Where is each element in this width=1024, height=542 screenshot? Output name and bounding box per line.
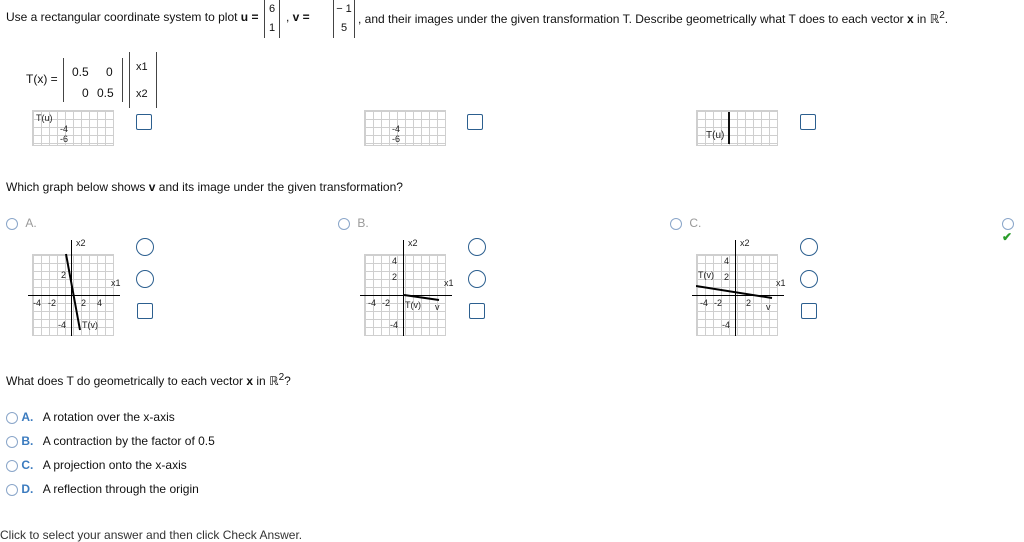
suffix-text: , and their images under the given transformation T. Describe geometrically what T does to each vector [358, 12, 904, 26]
graph-c-tick: 4 [724, 256, 730, 266]
graph-c-vector [696, 286, 772, 298]
zoom-out-icon[interactable] [800, 270, 818, 288]
end-dot: . [944, 12, 949, 26]
graph-b-vector [404, 295, 439, 300]
q2-text [6, 372, 291, 388]
m11: 0.5 [72, 65, 89, 79]
graph-c-tick: -4 [700, 298, 709, 308]
graph-a-tick: -4 [58, 320, 67, 330]
radio-c[interactable] [670, 218, 682, 230]
option-a[interactable] [6, 216, 37, 230]
top-graph-a-label: T(u) [36, 113, 53, 123]
graph-a-vectors [32, 240, 122, 340]
option-b[interactable] [338, 216, 369, 230]
graph-b-x-label: x1 [444, 278, 454, 288]
graph-b-y-label: x2 [408, 238, 418, 248]
answer-letter-a: A. [21, 410, 34, 424]
answer-radio-b[interactable] [6, 436, 18, 448]
open-graph-icon[interactable] [136, 114, 152, 130]
answer-text-b: A contraction by the factor of 0.5 [42, 434, 215, 448]
x-vector [129, 52, 157, 108]
graph-b-vectors [364, 240, 454, 340]
answer-d[interactable] [6, 482, 199, 496]
question-prefix: Use a rectangular coordinate system to plot [6, 10, 238, 24]
q2-exp: 2 [278, 372, 285, 383]
v-entry-1: − 1 [336, 3, 352, 15]
answer-text-c: A projection onto the x-axis [42, 458, 187, 472]
graph-c-vectors [696, 240, 786, 340]
answer-radio-d[interactable] [6, 484, 18, 496]
option-b-letter: B. [357, 216, 369, 230]
q2-x: x [246, 374, 254, 388]
graph-c-y-label: x2 [740, 238, 750, 248]
transform-matrix [63, 58, 123, 102]
graph-c-tick: -4 [722, 320, 731, 330]
m12: 0 [106, 65, 113, 79]
graph-c-x-label: x1 [776, 278, 786, 288]
open-graph-icon[interactable] [800, 114, 816, 130]
v-label-text: v = [292, 10, 310, 24]
zoom-in-icon[interactable] [468, 238, 486, 256]
top-c-vector [728, 112, 730, 144]
graph-b-tick: 4 [392, 256, 398, 266]
answer-c[interactable] [6, 458, 187, 472]
top-a-tick2: -6 [60, 134, 69, 144]
m22: 0.5 [97, 86, 114, 100]
zoom-in-icon[interactable] [136, 238, 154, 256]
graph-c-tick: 2 [746, 298, 752, 308]
x-bold: x [906, 12, 914, 26]
answer-letter-d: D. [21, 482, 34, 496]
zoom-out-icon[interactable] [468, 270, 486, 288]
v-label: , v = [286, 10, 310, 24]
question-suffix [358, 10, 948, 26]
option-c-letter: C. [689, 216, 702, 230]
footer-text: Click to select your answer and then click Check Answer. [0, 528, 303, 542]
answer-text-a: A rotation over the x-axis [42, 410, 175, 424]
u-label: u = [240, 10, 259, 24]
zoom-in-icon[interactable] [800, 238, 818, 256]
graph-b-tv-label: T(v) [405, 300, 421, 310]
radio-a[interactable] [6, 218, 18, 230]
question-text [6, 10, 258, 24]
graph-c-v-label: v [766, 302, 771, 312]
graph-a-tick: -4 [33, 298, 42, 308]
q1-v: v [148, 180, 156, 194]
space-exp: 2 [939, 10, 945, 21]
top-graph-b [364, 110, 446, 146]
answer-radio-c[interactable] [6, 460, 18, 472]
q2-in: in [256, 374, 266, 388]
graph-b-tick: -2 [382, 298, 391, 308]
open-graph-icon[interactable] [469, 303, 485, 319]
open-graph-icon[interactable] [801, 303, 817, 319]
option-d-partial[interactable] [1002, 216, 1024, 244]
answer-radio-a[interactable] [6, 412, 18, 424]
top-graph-c-label: T(u) [706, 130, 725, 141]
transform-label: T(x) = [26, 72, 58, 86]
open-graph-icon[interactable] [467, 114, 483, 130]
radio-b[interactable] [338, 218, 350, 230]
x1-entry: x1 [136, 61, 148, 73]
u-entry-2: 1 [268, 22, 276, 34]
answer-b[interactable] [6, 434, 215, 448]
top-b-tick: -4 [392, 124, 401, 134]
graph-a-tick: -2 [48, 298, 57, 308]
graph-a-tick: 4 [97, 298, 103, 308]
q2-pre: What does T do geometrically to each vector [6, 374, 244, 388]
graph-a-tick: 2 [61, 270, 67, 280]
q2-space: ℝ [269, 374, 279, 388]
graph-a-tv-label: T(v) [82, 320, 98, 330]
u-vector [264, 0, 280, 38]
radio-d[interactable] [1002, 218, 1014, 230]
graph-c-tv-label: T(v) [698, 270, 714, 280]
u-entry-1: 6 [268, 3, 276, 15]
graph-b-tick: -4 [390, 320, 399, 330]
open-graph-icon[interactable] [137, 303, 153, 319]
graph-c-tick: -2 [714, 298, 723, 308]
q1-text [6, 180, 403, 194]
q1-post: and its image under the given transformation? [158, 180, 403, 194]
graph-a-vector [66, 254, 80, 330]
graph-b-tick: -4 [368, 298, 377, 308]
answer-letter-b: B. [21, 434, 34, 448]
zoom-out-icon[interactable] [136, 270, 154, 288]
answer-letter-c: C. [21, 458, 34, 472]
in-text: in [917, 12, 927, 26]
q1-pre: Which graph below shows [6, 180, 146, 194]
top-b-tick2: -6 [392, 134, 401, 144]
graph-b-tick: 2 [392, 272, 398, 282]
option-c[interactable] [670, 216, 701, 230]
v-entry-2: 5 [340, 22, 348, 34]
answer-a[interactable] [6, 410, 175, 424]
graph-a-x-label: x1 [111, 278, 121, 288]
space-r: ℝ [929, 12, 940, 26]
top-a-tick: -4 [60, 124, 69, 134]
option-a-letter: A. [25, 216, 37, 230]
answer-text-d: A reflection through the origin [42, 482, 199, 496]
v-vector [333, 0, 355, 38]
m21: 0 [82, 86, 89, 100]
q2-end: ? [284, 374, 291, 388]
graph-b-v-label: v [435, 302, 440, 312]
graph-a-tick: 2 [81, 298, 87, 308]
check-icon: ✔ [1002, 230, 1013, 244]
graph-c-tick: 2 [724, 272, 730, 282]
x2-entry: x2 [136, 88, 148, 100]
graph-a-y-label: x2 [76, 238, 86, 248]
